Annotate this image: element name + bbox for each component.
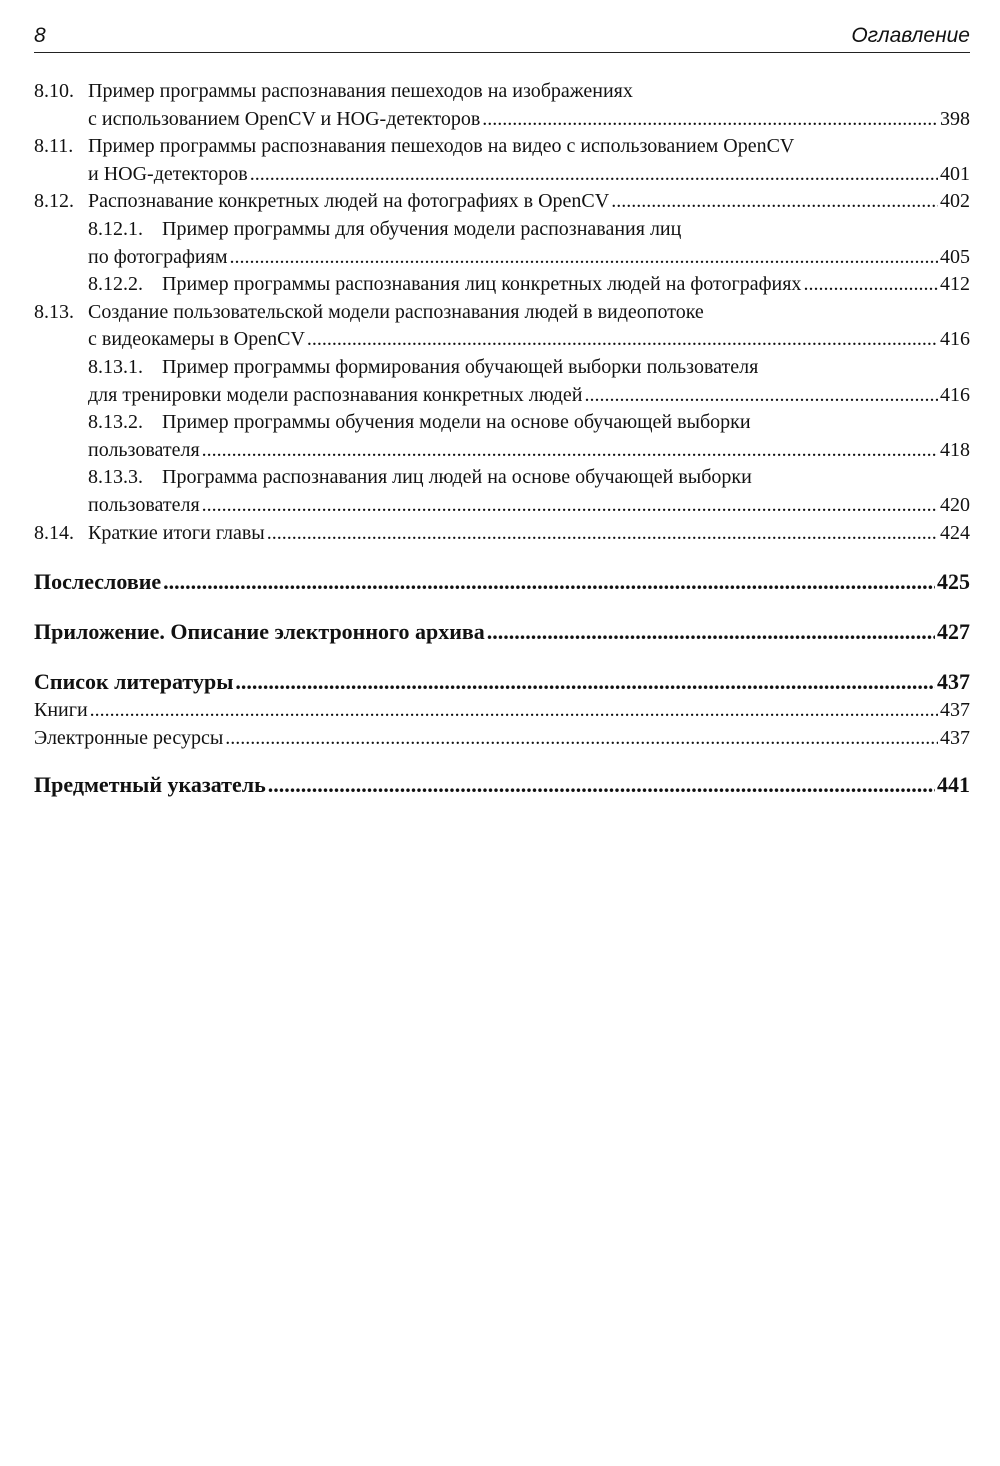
- leader-dots: [90, 697, 938, 725]
- section-title: Пример программы распознавания лиц конкретных людей на фотографиях: [162, 273, 802, 296]
- leader-dots: [163, 567, 935, 597]
- toc-entry-8-13[interactable]: [34, 326, 970, 354]
- section-number: 8.12.2.: [88, 273, 143, 296]
- toc-entry-afterword[interactable]: [34, 567, 970, 597]
- section-title: Предметный указатель: [34, 772, 266, 798]
- section-title-continued: для тренировки модели распознавания конкретных людей: [88, 383, 583, 406]
- section-title: Электронные ресурсы: [34, 726, 224, 749]
- section-title-continued: пользователя: [88, 493, 200, 516]
- toc-entry-8-13-3-line1: [34, 464, 970, 492]
- section-number: 8.13.: [34, 300, 74, 323]
- leader-dots: [268, 770, 935, 800]
- page-header: [34, 22, 970, 53]
- toc-entry-eresources[interactable]: [34, 725, 970, 753]
- toc-entry-books[interactable]: [34, 697, 970, 725]
- leader-dots: [229, 244, 938, 272]
- section-number: 8.10.: [34, 80, 74, 102]
- leader-dots: [307, 326, 938, 354]
- section-number: 8.13.1.: [88, 355, 143, 378]
- page-ref: 416: [940, 328, 970, 351]
- toc-entry-appendix[interactable]: [34, 617, 970, 647]
- section-title: Пример программы для обучения модели распознавания лиц: [162, 217, 682, 240]
- toc-entry-8-13-1-line1: [34, 354, 970, 382]
- page-ref: 424: [940, 521, 970, 544]
- page-ref: 427: [937, 619, 970, 645]
- page-ref: 441: [937, 772, 970, 798]
- page-ref: 402: [940, 190, 970, 213]
- section-title: Приложение. Описание электронного архива: [34, 619, 485, 645]
- leader-dots: [611, 188, 938, 216]
- toc-entry-8-13-2-line1: [34, 409, 970, 437]
- toc-entry-8-13-line1: [34, 299, 970, 327]
- leader-dots: [267, 520, 938, 548]
- toc-entry-8-10-line1: [34, 78, 970, 106]
- section-number: 8.11.: [34, 135, 74, 158]
- section-title: Список литературы: [34, 669, 234, 695]
- leader-dots: [225, 725, 938, 753]
- toc-entry-8-13-3[interactable]: [34, 492, 970, 520]
- toc-entry-8-12-1-line1: [34, 216, 970, 244]
- section-number: 8.14.: [34, 521, 74, 544]
- page-ref: 401: [940, 162, 970, 185]
- section-title-continued: с использованием OpenCV и HOG-детекторов: [88, 107, 481, 130]
- toc-entry-8-12[interactable]: [34, 188, 970, 216]
- page-ref: 425: [937, 569, 970, 595]
- section-title: Книги: [34, 699, 88, 722]
- page-ref: 437: [940, 726, 970, 749]
- section-title: Распознавание конкретных людей на фотографиях в OpenCV: [88, 190, 610, 213]
- leader-dots: [202, 492, 938, 520]
- page-ref: 437: [937, 669, 970, 695]
- page-ref: 420: [940, 493, 970, 516]
- section-number: 8.13.3.: [88, 466, 143, 489]
- table-of-contents: [34, 78, 970, 800]
- section-number: 8.12.: [34, 190, 74, 213]
- toc-entry-8-10[interactable]: [34, 106, 970, 134]
- section-title-continued: пользователя: [88, 438, 200, 461]
- section-number: 8.13.2.: [88, 411, 143, 434]
- page-ref: 418: [940, 438, 970, 461]
- section-title: Пример программы обучения модели на основе обучающей выборки: [162, 411, 751, 434]
- section-title-continued: и HOG-детекторов: [88, 162, 248, 185]
- page-ref: 405: [940, 245, 970, 268]
- leader-dots: [202, 437, 938, 465]
- section-number: 8.12.1.: [88, 217, 143, 240]
- section-title: Послесловие: [34, 569, 162, 595]
- section-title-continued: с видеокамеры в OpenCV: [88, 328, 305, 351]
- toc-entry-8-13-1[interactable]: [34, 382, 970, 410]
- leader-dots: [487, 617, 935, 647]
- toc-entry-8-14[interactable]: [34, 520, 970, 548]
- page-ref: 437: [940, 699, 970, 722]
- section-title: Пример программы распознавания пешеходов на изображениях: [88, 80, 633, 102]
- section-title-continued: по фотографиям: [88, 245, 228, 268]
- section-title: Программа распознавания лиц людей на основе обучающей выборки: [162, 466, 752, 489]
- leader-dots: [803, 271, 938, 299]
- toc-entry-8-11[interactable]: [34, 161, 970, 189]
- toc-entry-8-11-line1: [34, 133, 970, 161]
- leader-dots: [235, 667, 935, 697]
- toc-entry-references[interactable]: [34, 667, 970, 697]
- leader-dots: [250, 161, 938, 189]
- section-title: Пример программы формирования обучающей выборки пользователя: [162, 355, 759, 378]
- page-ref: 416: [940, 383, 970, 406]
- section-title: Создание пользовательской модели распознавания людей в видеопотоке: [88, 300, 704, 323]
- toc-entry-index[interactable]: [34, 770, 970, 800]
- toc-entry-8-13-2[interactable]: [34, 437, 970, 465]
- toc-entry-8-12-2[interactable]: [34, 271, 970, 299]
- toc-entry-8-12-1[interactable]: [34, 244, 970, 272]
- section-title: Пример программы распознавания пешеходов на видео с использованием OpenCV: [88, 135, 795, 158]
- section-title: Краткие итоги главы: [88, 521, 265, 544]
- running-title: Оглавление: [851, 24, 970, 47]
- page-ref: 398: [940, 107, 970, 130]
- page-ref: 412: [940, 273, 970, 296]
- leader-dots: [482, 106, 938, 134]
- page-number: 8: [34, 24, 46, 47]
- leader-dots: [584, 382, 938, 410]
